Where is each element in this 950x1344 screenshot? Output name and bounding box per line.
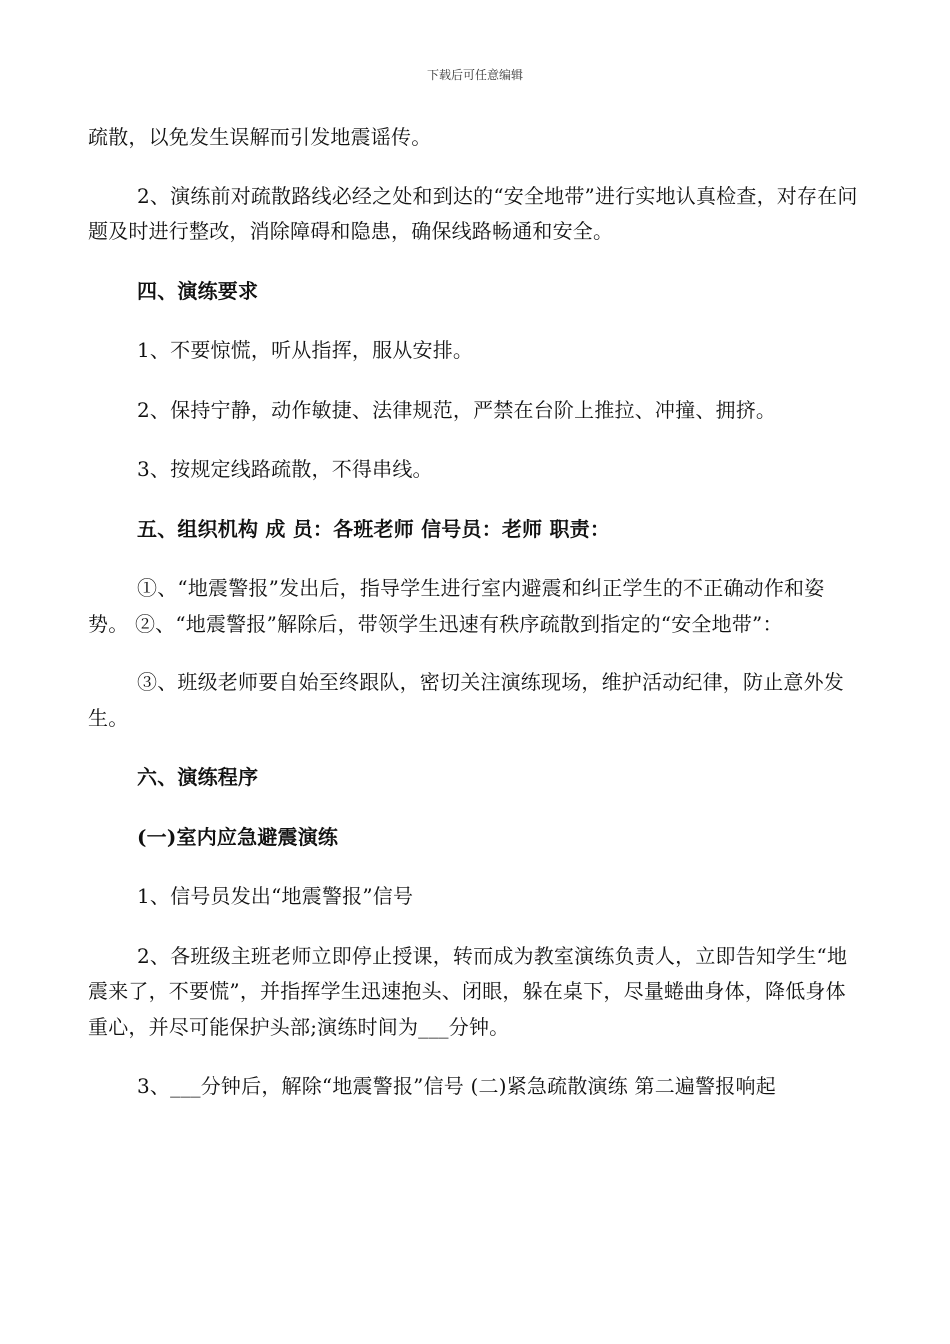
requirement-item-3: 3、按规定线路疏散，不得串线。	[137, 457, 433, 481]
requirement-item-1: 1、不要惊慌，听从指挥，服从安排。	[137, 338, 474, 362]
procedure-step-2: 2、各班级主班老师立即停止授课，转而成为教室演练负责人，立即告知学生“地震来了，不要慌”，并指挥学生迅速抱头、闭眼，躲在桌下，尽量蜷曲身体，降低身体重心，并尽可能保护头部;演练时间为___分钟。	[88, 943, 848, 1039]
procedure-step-1: 1、信号员发出“地震警报”信号	[137, 884, 414, 908]
duty-paragraph-3: ③、班级老师要自始至终跟队，密切关注演练现场，维护活动纪律，防止意外发生。	[88, 670, 844, 730]
requirement-item-2: 2、保持宁静，动作敏捷、法律规范，严禁在台阶上推拉、冲撞、拥挤。	[137, 397, 777, 422]
duty-paragraph-1: ①、“地震警报”发出后，指导学生进行室内避震和纠正学生的不正确动作和姿势。 ②、“地震警报”解除后，带领学生迅速有秩序疏散到指定的“安全地带”：	[88, 576, 825, 636]
section-heading-organization: 五、组织机构 成 员：各班老师 信号员：老师 职责：	[137, 516, 611, 541]
page-header: 下载后可任意编辑	[426, 68, 523, 82]
document-body	[88, 120, 860, 1105]
subsection-heading-indoor-drill: (一)室内应急避震演练	[137, 824, 339, 849]
section-heading-requirements: 四、演练要求	[137, 278, 259, 303]
paragraph-route-check: 2、演练前对疏散路线必经之处和到达的“安全地带”进行实地认真检查，对存在问题及时进行整改，消除障碍和隐患，确保线路畅通和安全。	[88, 183, 858, 243]
section-heading-procedure: 六、演练程序	[137, 765, 259, 789]
paragraph-continuation: 疏散，以免发生误解而引发地震谣传。	[88, 125, 432, 149]
procedure-step-3: 3、___分钟后，解除“地震警报”信号 (二)紧急疏散演练 第二遍警报响起	[137, 1074, 776, 1098]
